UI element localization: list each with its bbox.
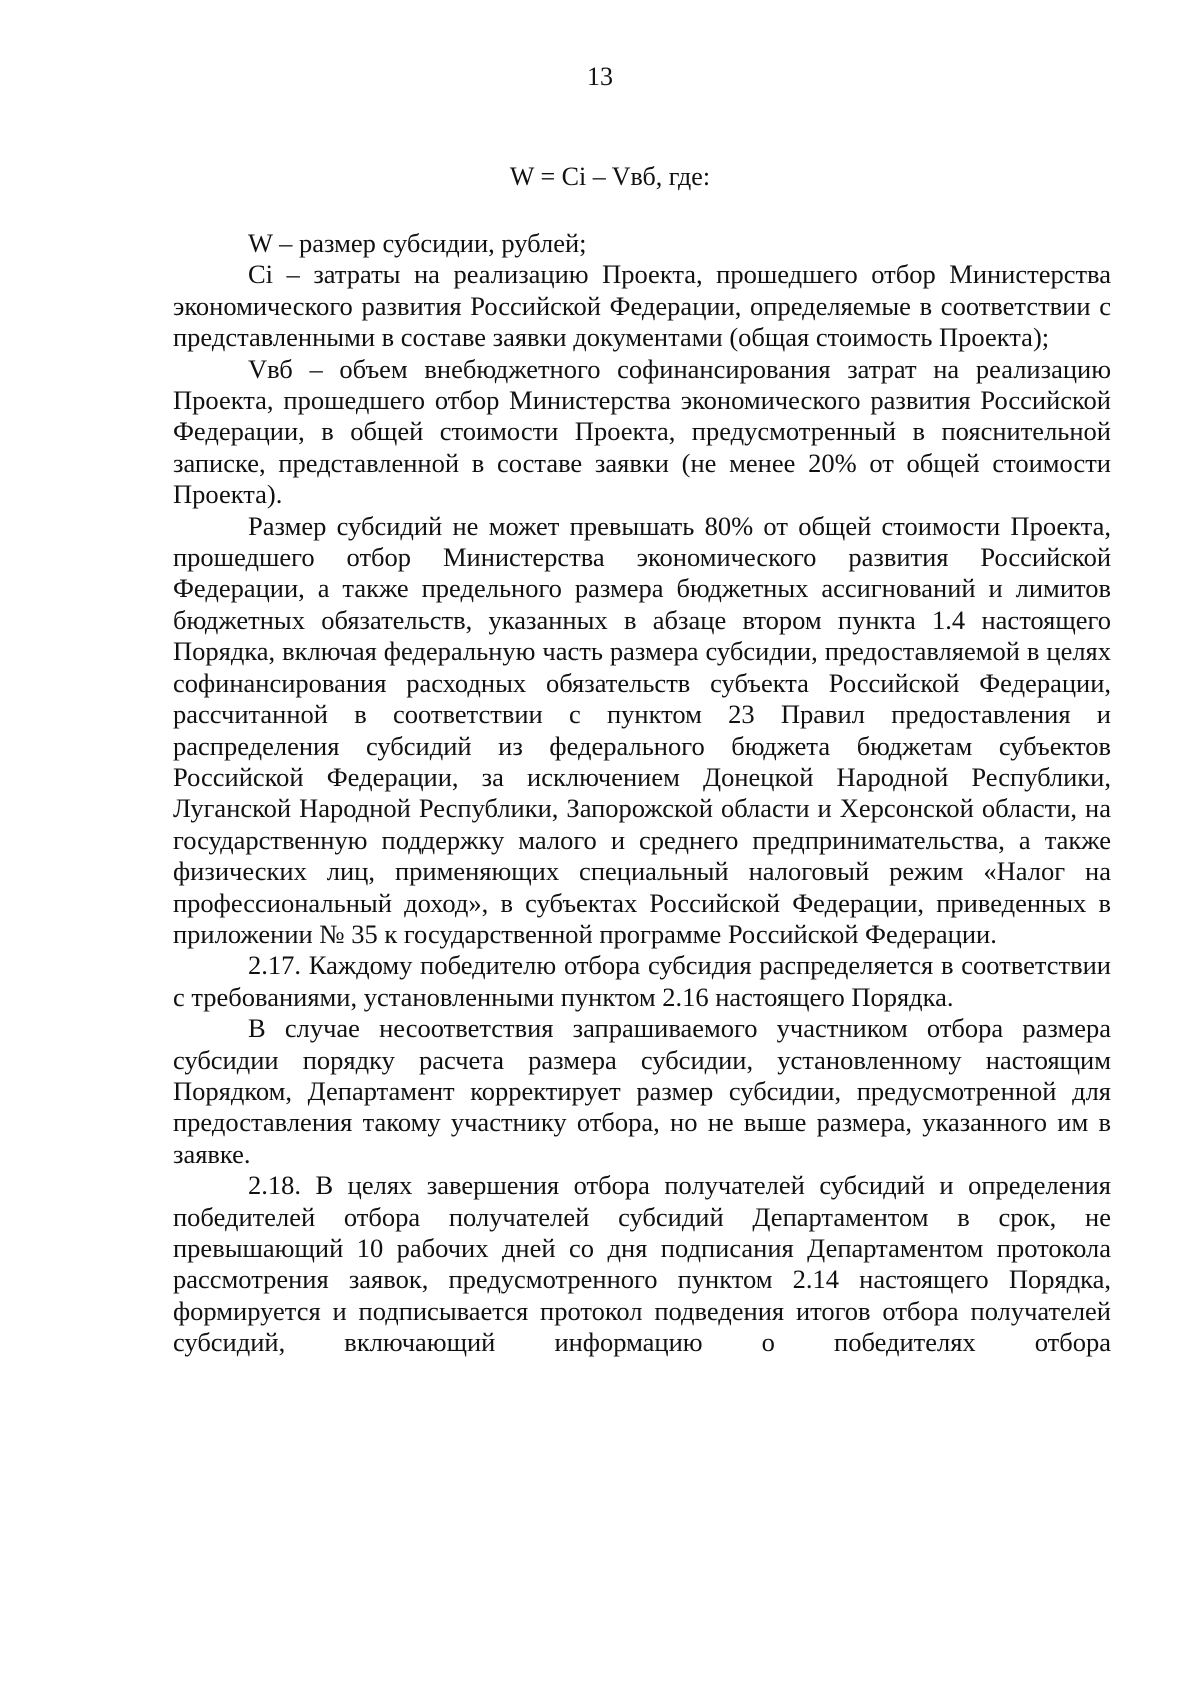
paragraph-subsidy-limit: Размер субсидий не может превышать 80% от общей стоимости Проекта, прошедшего отбор Министерства экономического развития Российской Федерации, а также предельного размера бюджетных ассигнований и лимитов бюджетных обязательств, указанных в абзаце втором пункта 1.4 настоящего Порядка, включая федеральную часть размера субсидии, предоставляемой в целях софинансирования расходных обязательств субъекта Российской Федерации, рассчитанной в соответствии с пунктом 23 Правил предоставления и распределения субсидий из федерального бюджета бюджетам субъектов Российской Федерации, за исключением Донецкой Народной Республики, Луганской Народной Республики, Запорожской области и Херсонской области, на государственную поддержку малого и среднего предпринимательства, а также физических лиц, применяющих специальный налоговый режим «Налог на профессиональный доход», в субъектах Российской Федерации, приведенных в приложении № 35 к государственной программе Российской Федерации. xyxy=(173,510,1111,949)
paragraph-mismatch: В случае несоответствия запрашиваемого участником отбора размера субсидии порядку расчета размера субсидии, установленному настоящим Порядком, Департамент корректирует размер субсидии, предусмотренной для предоставления такому участнику отбора, но не выше размера, указанного им в заявке. xyxy=(173,1013,1111,1169)
definition-vvb: Vвб – объем внебюджетного софинансирования затрат на реализацию Проекта, прошедшего отбор Министерства экономического развития Российской Федерации, в общей стоимости Проекта, предусмотренный в пояснительной записке, представленной в составе заявки (не менее 20% от общей стоимости Проекта). xyxy=(173,353,1111,510)
paragraph-2-17: 2.17. Каждому победителю отбора субсидия распределяется в соответствии с требованиями, установленными пунктом 2.16 настоящего Порядка. xyxy=(173,950,1111,1012)
document-body xyxy=(173,228,1111,1359)
definition-w: W – размер субсидии, рублей; xyxy=(248,228,587,258)
page-number: 13 xyxy=(587,62,613,91)
subsidy-formula: W = Ci – Vвб, где: xyxy=(509,162,711,191)
paragraph-2-18: 2.18. В целях завершения отбора получателей субсидий и определения победителей отбора получателей субсидий Департаментом в срок, не превышающий 10 рабочих дней со дня подписания Департаментом протокола рассмотрения заявок, предусмотренного пунктом 2.14 настоящего Порядка, формируется и подписывается протокол подведения итогов отбора получателей субсидий, включающий информацию о победителях отбора xyxy=(173,1170,1111,1358)
definition-ci: Ci – затраты на реализацию Проекта, прошедшего отбор Министерства экономического развития Российской Федерации, определяемые в соответствии с представленными в составе заявки документами (общая стоимость Проекта); xyxy=(173,259,1111,353)
